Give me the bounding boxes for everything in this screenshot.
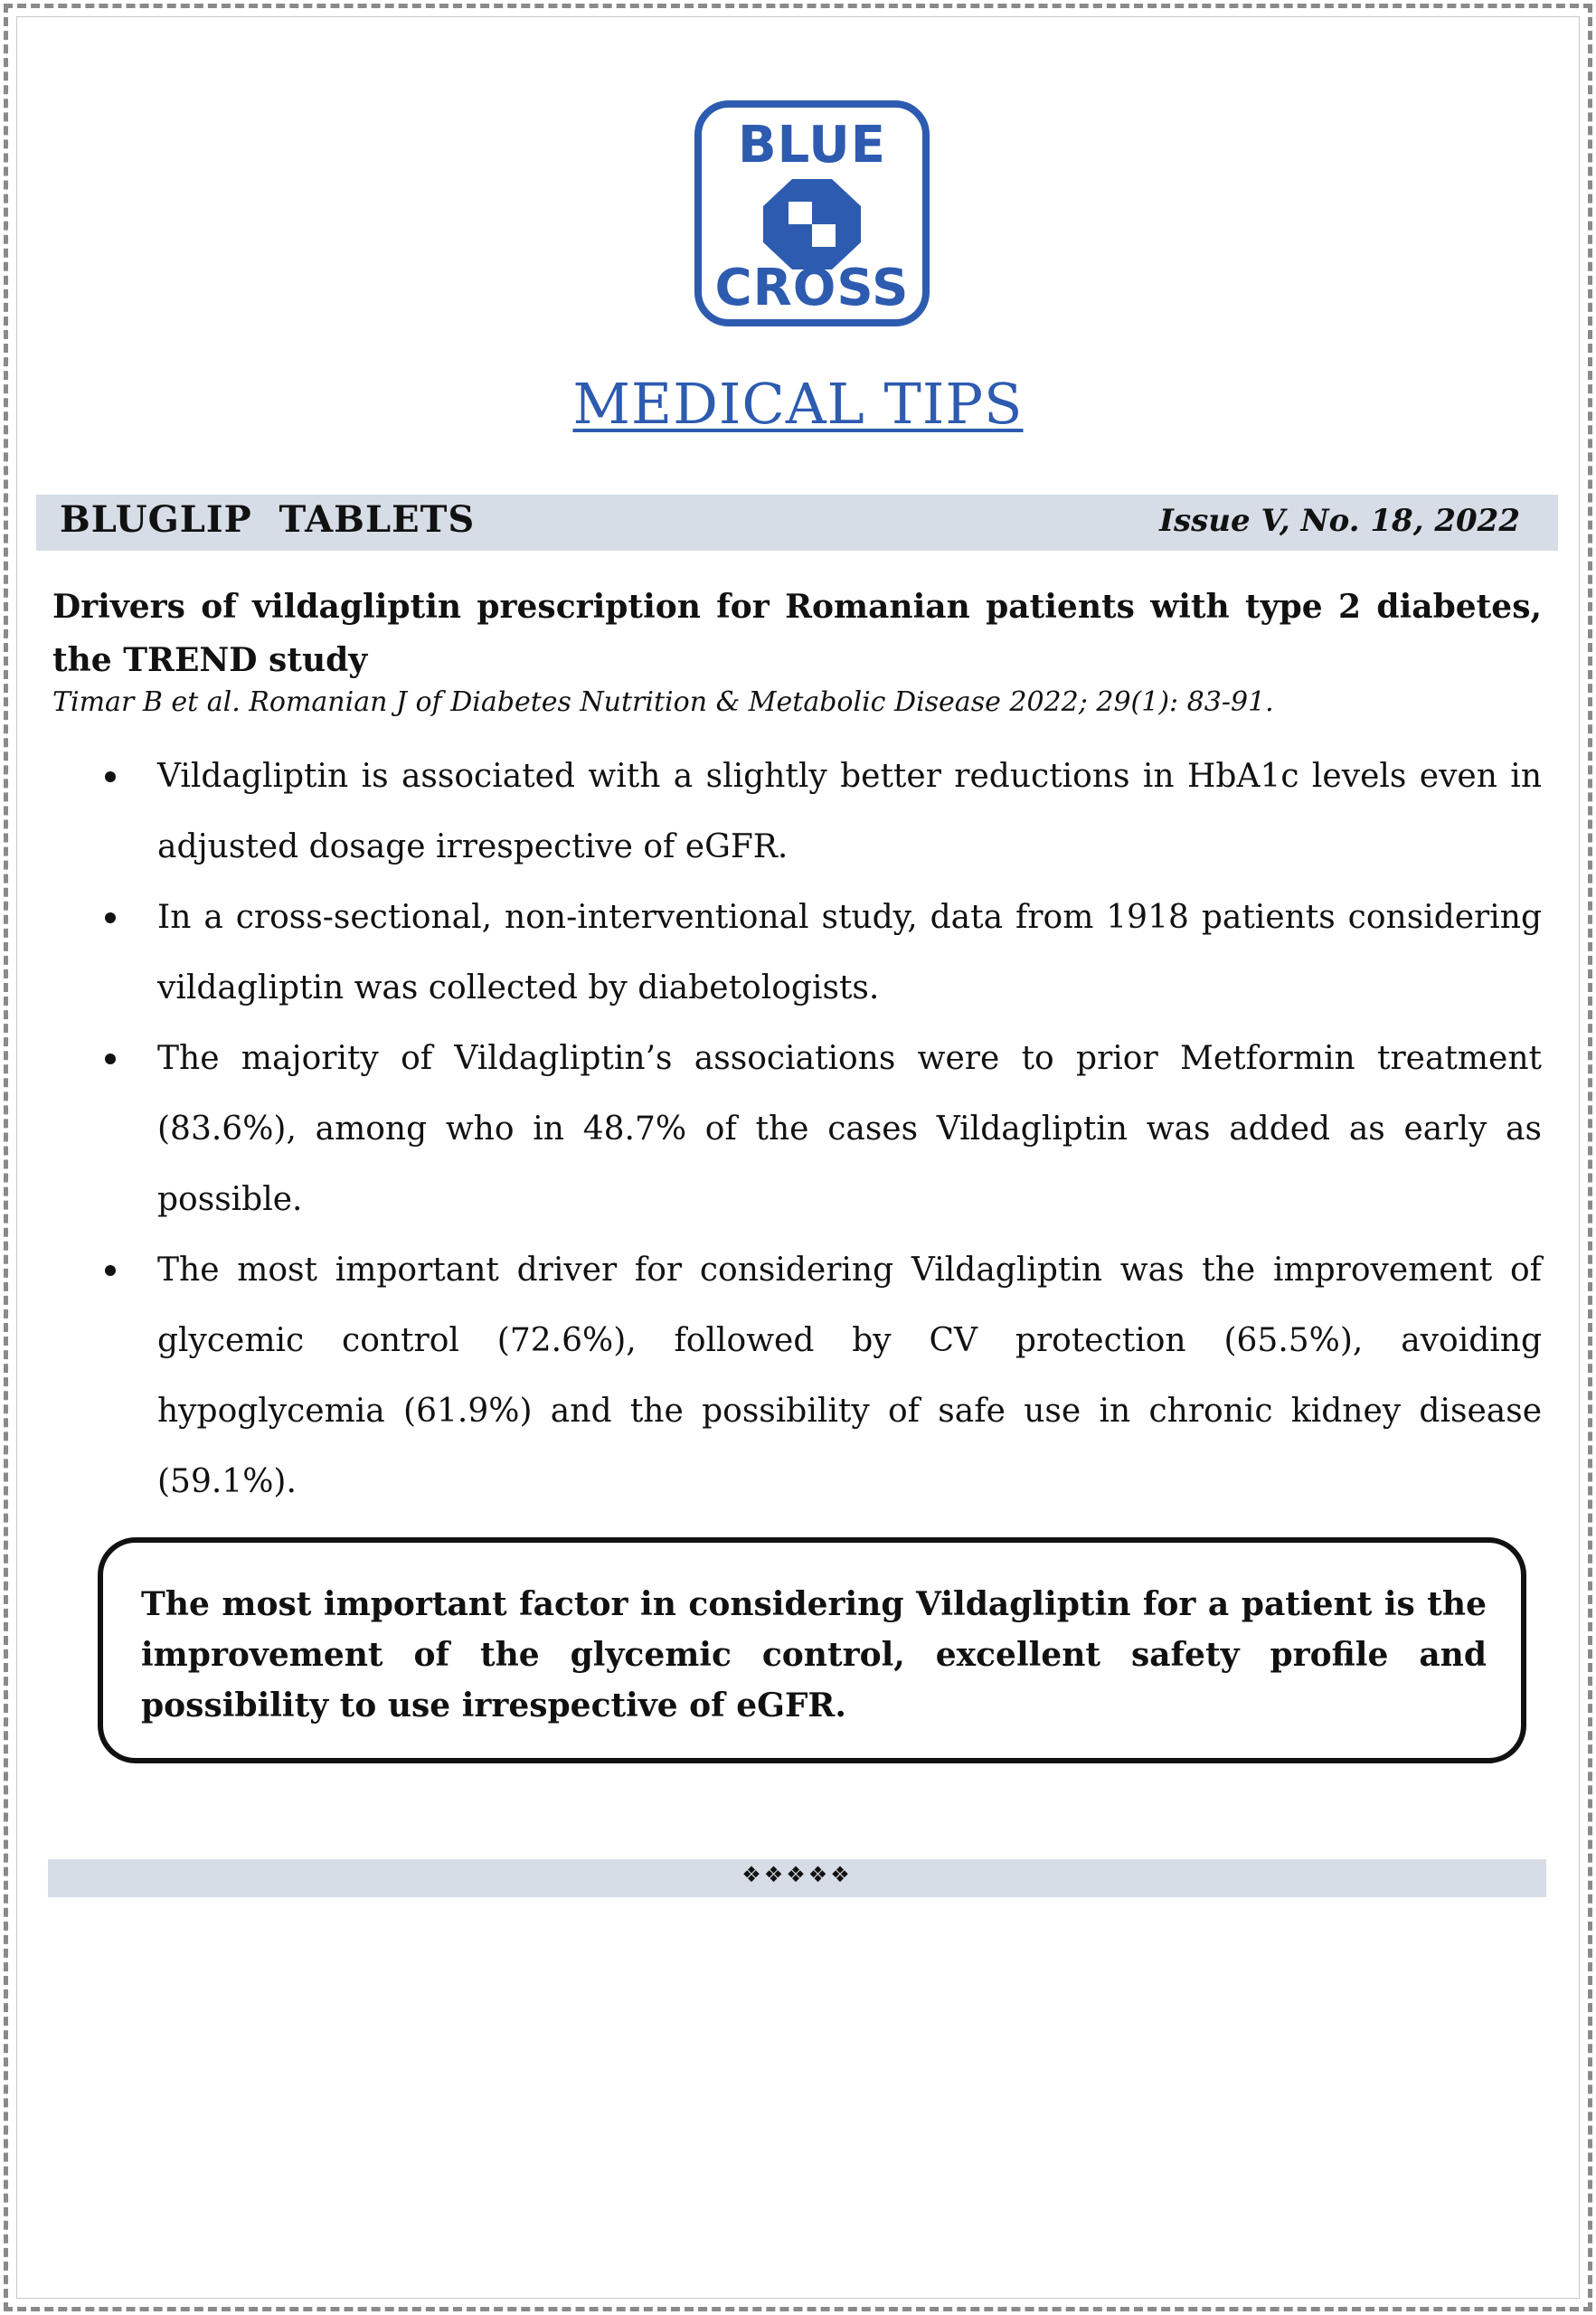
page-title: MEDICAL TIPS bbox=[572, 371, 1024, 437]
bullet-icon bbox=[105, 1265, 116, 1276]
article-citation: Timar B et al. Romanian J of Diabetes Nutrition & Metabolic Disease 2022; 29(1): 83-91. bbox=[52, 686, 1274, 718]
logo-text-top: BLUE bbox=[737, 116, 887, 175]
cross-emblem-icon bbox=[763, 179, 861, 269]
list-item bbox=[98, 742, 1542, 883]
bullet-text: In a cross-sectional, non-interventional study, data from 1918 patients considering vildagliptin was collected by diabetologists. bbox=[157, 899, 1542, 1006]
list-item bbox=[98, 1024, 1542, 1235]
blue-cross-logo bbox=[694, 100, 930, 326]
bullet-icon bbox=[105, 1054, 116, 1064]
bullet-text: The most important driver for considering Vildagliptin was the improvement of glycemic control (72.6%), followed by CV protection (65.5%), avoiding hypoglycemia (61.9%) and the possibility of safe use in chronic kidney disease (59.1%). bbox=[157, 1252, 1542, 1500]
bullet-text: The majority of Vildagliptin’s associations were to prior Metformin treatment (83.6%), among who in 48.7% of the cases Vildagliptin was added as early as possible. bbox=[157, 1040, 1542, 1218]
summary-callout bbox=[98, 1537, 1526, 1763]
product-header-band bbox=[36, 495, 1558, 551]
logo-text-bottom: CROSS bbox=[714, 259, 910, 317]
article-title: Drivers of vildagliptin prescription for Romanian patients with type 2 diabetes, the TREND study bbox=[52, 588, 1542, 679]
summary-text: The most important factor in considering Vildagliptin for a patient is the improvement of the glycemic control, excellent safety profile and possibility to use irrespective of eGFR. bbox=[141, 1585, 1487, 1724]
bullet-icon bbox=[105, 771, 116, 782]
list-item bbox=[98, 1235, 1542, 1517]
list-item bbox=[98, 883, 1542, 1024]
footer-band bbox=[48, 1859, 1546, 1897]
bullet-icon bbox=[105, 912, 116, 923]
product-name: BLUGLIP TABLETS bbox=[60, 498, 476, 541]
key-points-list bbox=[98, 742, 1542, 1517]
issue-number: Issue V, No. 18, 2022 bbox=[1159, 503, 1520, 539]
bullet-text: Vildagliptin is associated with a slightly better reductions in HbA1c levels even in adjusted dosage irrespective of eGFR. bbox=[157, 758, 1542, 865]
footer-ornament: ❖❖❖❖❖ bbox=[741, 1862, 853, 1887]
